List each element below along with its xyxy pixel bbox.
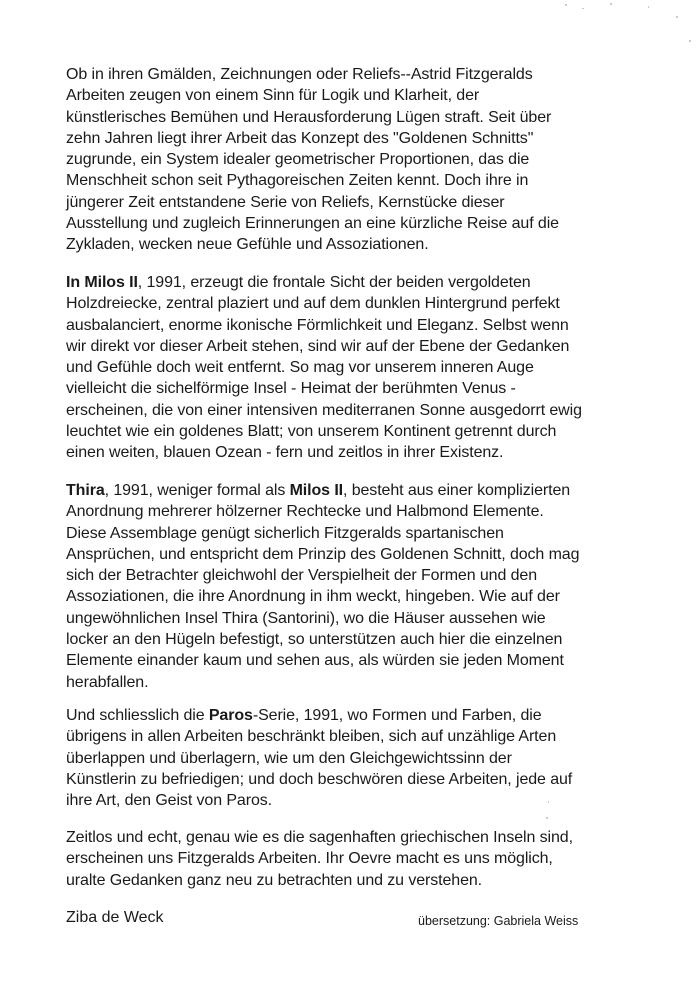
text-line: einen weiten, blauen Ozean - fern und zeitlos in ihrer Existenz.	[66, 444, 504, 462]
text-line: Anordnung mehrerer hölzerner Rechtecke und Halbmond Elemente.	[66, 503, 544, 521]
text-line: Arbeiten zeugen von einem Sinn für Logik und Klarheit, der	[66, 87, 480, 105]
text-fragment: , besteht aus einer komplizierten	[343, 482, 571, 499]
text-fragment: -Serie, 1991, wo Formen und Farben, die	[252, 707, 542, 724]
text-line: ausbalanciert, enorme ikonische Förmlichkeit und Eleganz. Selbst wenn	[66, 316, 569, 334]
text-line	[66, 272, 626, 293]
paragraph-conclusion	[66, 827, 626, 891]
text-line: ungewöhnlichen Insel Thira (Santorini), wo die Häuser aussehen wie	[66, 609, 546, 627]
text-line: wir direkt vor dieser Arbeit stehen, sind wir auf der Ebene der Gedanken	[66, 337, 570, 355]
scan-speck	[648, 6, 649, 8]
text-line: jüngerer Zeit entstandene Serie von Reliefs, Kernstücke dieser	[66, 193, 505, 211]
text-line: Zykladen, wecken neue Gefühle und Assoziationen.	[66, 236, 429, 254]
text-line: Diese Assemblage genügt sicherlich Fitzgeralds spartanischen	[66, 524, 504, 542]
text-line: erscheinen, die von einer intensiven mediterranen Sonne ausgedorrt ewig	[66, 401, 582, 419]
text-line: ihre Art, den Geist von Paros.	[66, 792, 272, 810]
text-fragment: , 1991, erzeugt die frontale Sicht der beiden vergoldeten	[137, 274, 531, 291]
text-line: vielleicht die sichelförmige Insel - Heimat der berühmten Venus -	[66, 380, 516, 398]
scan-speck	[546, 817, 548, 819]
text-line: zehn Jahren liegt ihrer Arbeit das Konzept des "Goldenen Schnitts"	[66, 129, 534, 147]
scan-speck	[676, 16, 678, 18]
text-line: Holzdreiecke, zentral plaziert und auf dem dunklen Hintergrund perfekt	[66, 295, 560, 313]
text-line: Ausstellung und zugleich Erinnerungen an eine kürzliche Reise auf die	[66, 215, 559, 233]
text-line: Zeitlos und echt, genau wie es die sagenhaften griechischen Inseln sind,	[66, 829, 573, 846]
text-line: Ansprüchen, und entspricht dem Prinzip des Goldenen Schnitt, doch mag	[66, 545, 580, 563]
scan-speck	[548, 801, 549, 803]
text-line: herabfallen.	[66, 673, 149, 691]
scan-speck	[565, 4, 567, 6]
text-fragment: , 1991, weniger formal als	[104, 482, 290, 499]
scan-speck	[610, 3, 612, 5]
scan-speck	[689, 40, 691, 42]
text-line: Künstlerin zu befriedigen; und doch beschwören diese Arbeiten, jede auf	[66, 770, 573, 788]
text-line: künstlerisches Bemühen und Herausforderung Lügen straft. Seit über	[66, 108, 552, 126]
text-line: Ob in ihren Gmälden, Zeichnungen oder Reliefs--Astrid Fitzgeralds	[66, 66, 533, 83]
paragraph-thira	[66, 480, 626, 693]
text-line: überlappen und überlagern, wie um den Gleichgewichtssinn der	[66, 749, 512, 767]
text-line	[66, 480, 626, 501]
text-line: erscheinen uns Fitzgeralds Arbeiten. Ihr Oevre macht es uns möglich,	[66, 850, 553, 868]
text-line: Assoziationen, die ihre Anordnung in ihm weckt, hingeben. Wie auf der	[66, 588, 560, 606]
artwork-title-milos: In Milos II	[66, 274, 138, 291]
text-line: Menschheit schon seit Pythagoreischen Zeiten kennt. Doch ihre in	[66, 172, 529, 190]
paragraph-paros	[66, 705, 626, 811]
text-fragment: Und schliesslich die	[66, 707, 209, 724]
text-line	[66, 705, 626, 726]
author-name: Ziba de Weck	[66, 909, 164, 926]
text-line: sich der Betrachter gleichwohl der Verspielheit der Formen und den	[66, 567, 537, 585]
artwork-title-paros: Paros	[208, 707, 253, 724]
text-line: übrigens in allen Arbeiten beschränkt bleiben, sich auf unzählige Arten	[66, 728, 557, 746]
text-line: zugrunde, ein System idealer geometrischer Proportionen, das die	[66, 151, 530, 169]
translation-credit: übersetzung: Gabriela Weiss	[418, 914, 579, 928]
paragraph-intro	[66, 64, 626, 256]
paragraph-milos	[66, 272, 626, 464]
text-line: Elemente einander kaum und sehen aus, als würden sie jeden Moment	[66, 652, 564, 670]
text-line: leuchtet wie ein goldenes Blatt; von unserem Kontinent getrennt durch	[66, 423, 557, 441]
text-line: und Gefühle doch weit entfernt. So mag vor unserem inneren Auge	[66, 359, 534, 377]
text-line: locker an den Hügeln befestigt, so unterstützen auch hier die einzelnen	[66, 631, 563, 649]
scan-speck	[582, 8, 584, 9]
artwork-title-thira: Thira	[66, 482, 105, 499]
text-line: uralte Gedanken ganz neu zu betrachten und zu verstehen.	[66, 871, 483, 889]
artwork-title-milos: Milos II	[289, 482, 344, 499]
